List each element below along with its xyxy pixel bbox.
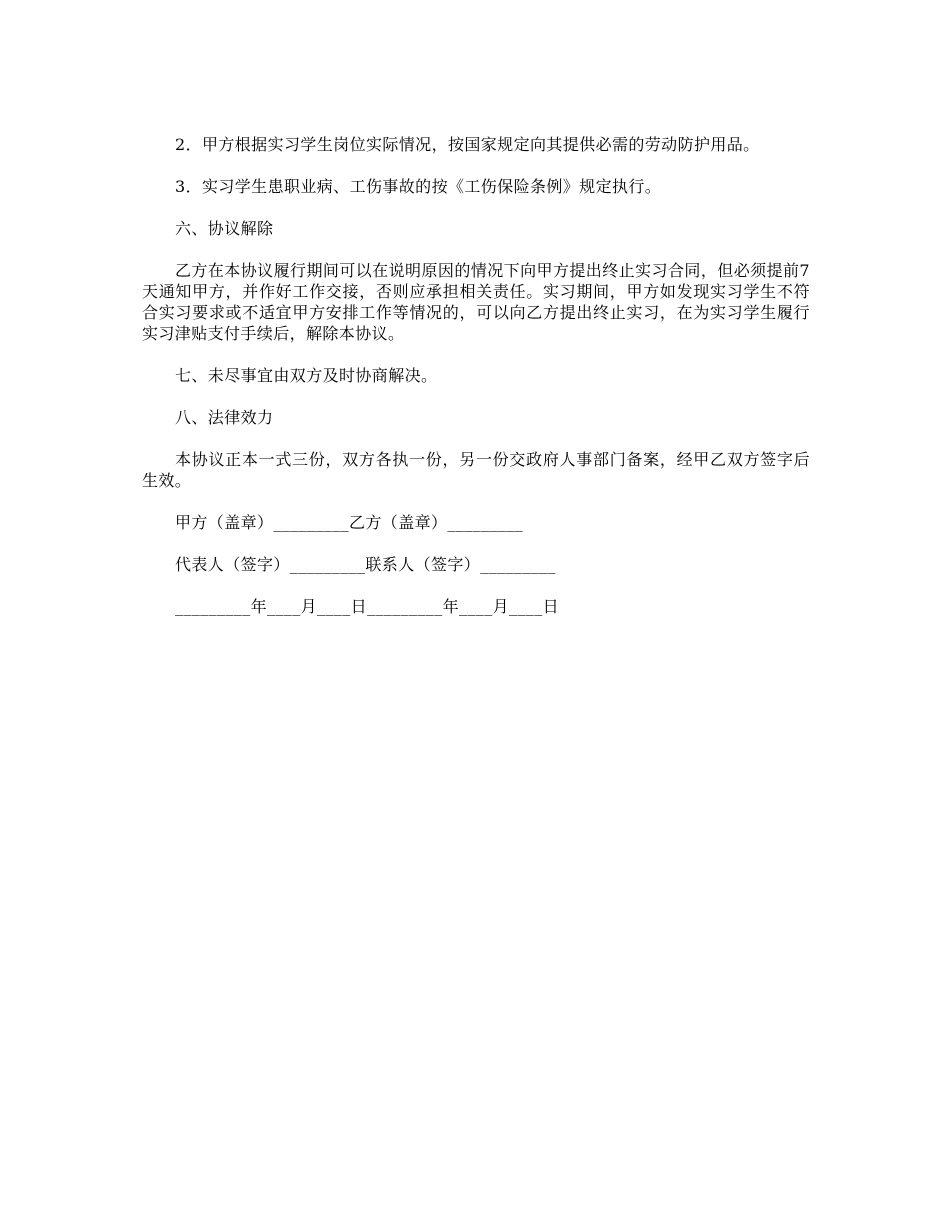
paragraph-legal-effect: 本协议正本一式三份，双方各执一份，另一份交政府人事部门备案，经甲乙双方签字后生效。 xyxy=(142,450,810,490)
paragraph-protective-equipment: 2．甲方根据实习学生岗位实际情况，按国家规定向其提供必需的劳动防护用品。 xyxy=(175,135,760,154)
signature-line-seals: 甲方（盖章）_________乙方（盖章）_________ xyxy=(175,513,524,532)
section-heading-unresolved-matters: 七、未尽事宜由双方及时协商解决。 xyxy=(175,366,438,385)
document-body xyxy=(142,134,810,617)
paragraph-occupational-injury: 3．实习学生患职业病、工伤事故的按《工伤保险条例》规定执行。 xyxy=(175,177,662,196)
section-heading-termination: 六、协议解除 xyxy=(175,219,274,238)
signature-line-dates: _________年____月____日_________年____月____日 xyxy=(175,597,559,616)
signature-line-representatives: 代表人（签字）_________联系人（签字）_________ xyxy=(175,555,556,574)
section-heading-legal-effect: 八、法律效力 xyxy=(175,408,274,427)
paragraph-termination-terms: 乙方在本协议履行期间可以在说明原因的情况下向甲方提出终止实习合同，但必须提前7天通知甲方，并作好工作交接，否则应承担相关责任。实习期间，甲方如发现实习学生不符合实习要求或不适宜甲方安排工作等情况的，可以向乙方提出终止实习，在为实习学生履行实习津贴支付手续后，解除本协议。 xyxy=(142,261,810,343)
